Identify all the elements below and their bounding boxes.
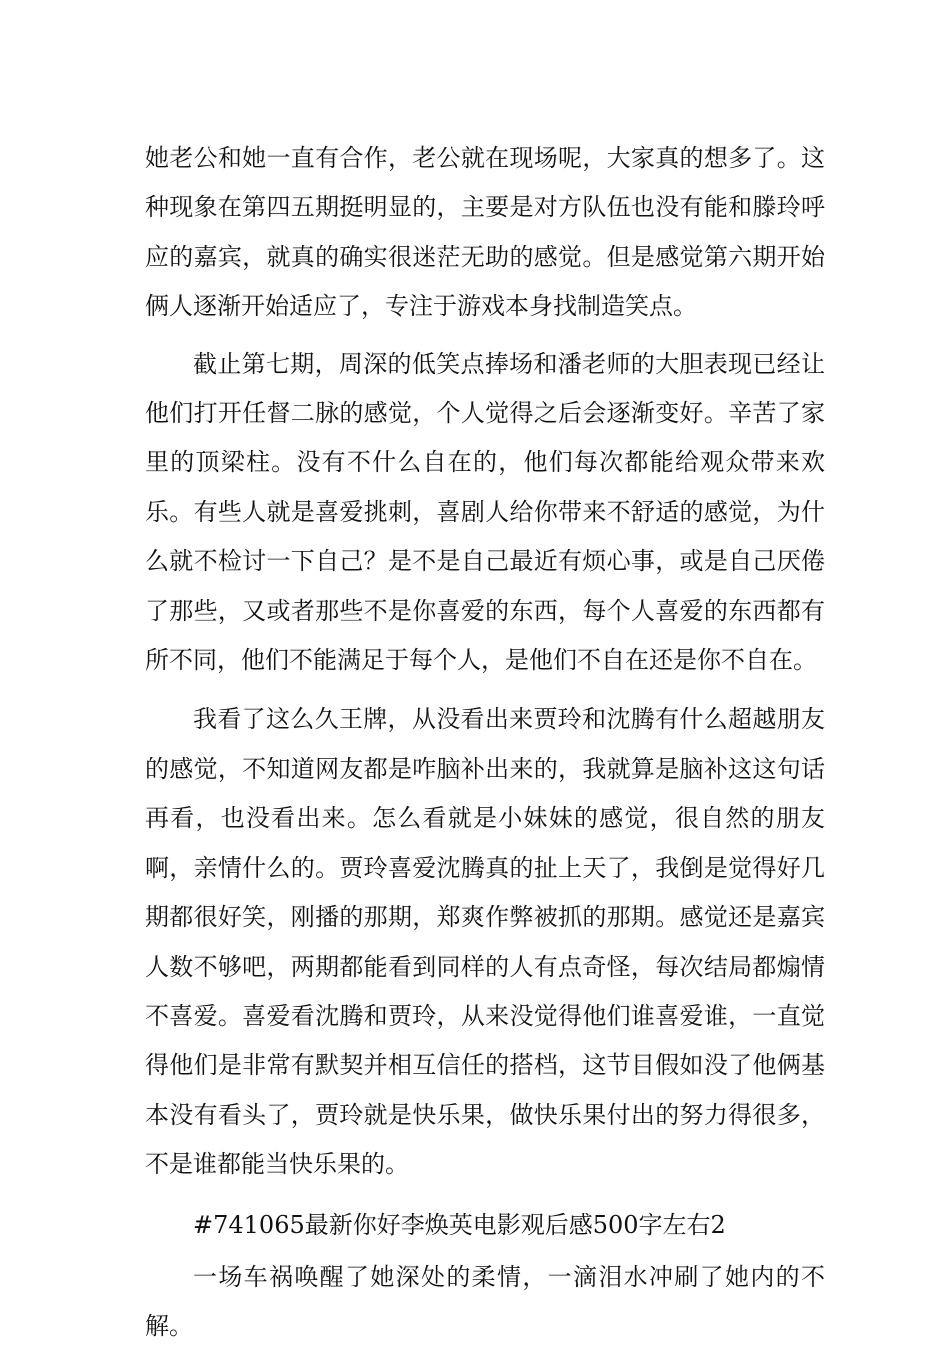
section-heading: #741065最新你好李焕英电影观后感500字左右2 [193, 1210, 726, 1239]
paragraph: 我看了这么久王牌，从没看出来贾玲和沈腾有什么超越朋友的感觉，不知道网友都是咋脑补出来的，我就算是脑补这这句话再看，也没看出来。怎么看就是小妹妹的感觉，很自然的朋友啊，亲情什么的。贾玲喜爱沈腾真的扯上天了，我倒是觉得好几期都很好笑，刚播的那期，郑爽作弊被抓的那期。感觉还是嘉宾人数不够吧，两期都能看到同样的人有点奇怪，每次结局都煽情不喜爱。喜爱看沈腾和贾玲，从来没觉得他们谁喜爱谁，一直觉得他们是非常有默契并相互信任的搭档，这节目假如没了他俩基本没有看头了，贾玲就是快乐果，做快乐果付出的努力得很多，不是谁都能当快乐果的。 [145, 705, 825, 1179]
paragraph: 截止第七期，周深的低笑点捧场和潘老师的大胆表现已经让他们打开任督二脉的感觉，个人觉得之后会逐渐变好。辛苦了家里的顶梁柱。没有不什么自在的，他们每次都能给观众带来欢乐。有些人就是喜爱挑刺，喜剧人给你带来不舒适的感觉，为什么就不检讨一下自己？是不是自己最近有烦心事，或是自己厌倦了那些，又或者那些不是你喜爱的东西，每个人喜爱的东西都有所不同，他们不能满足于每个人，是他们不自在还是你不自在。 [145, 349, 825, 675]
paragraph-continued: 她老公和她一直有合作，老公就在现场呢，大家真的想多了。这种现象在第四五期挺明显的，主要是对方队伍也没有能和滕玲呼应的嘉宾，就真的确实很迷茫无助的感觉。但是感觉第六期开始俩人逐渐开始适应了，专注于游戏本身找制造笑点。 [145, 144, 825, 321]
paragraph: 一场车祸唤醒了她深处的柔情，一滴泪水冲刷了她内的不解。 [145, 1262, 825, 1341]
document-body [145, 134, 825, 1352]
